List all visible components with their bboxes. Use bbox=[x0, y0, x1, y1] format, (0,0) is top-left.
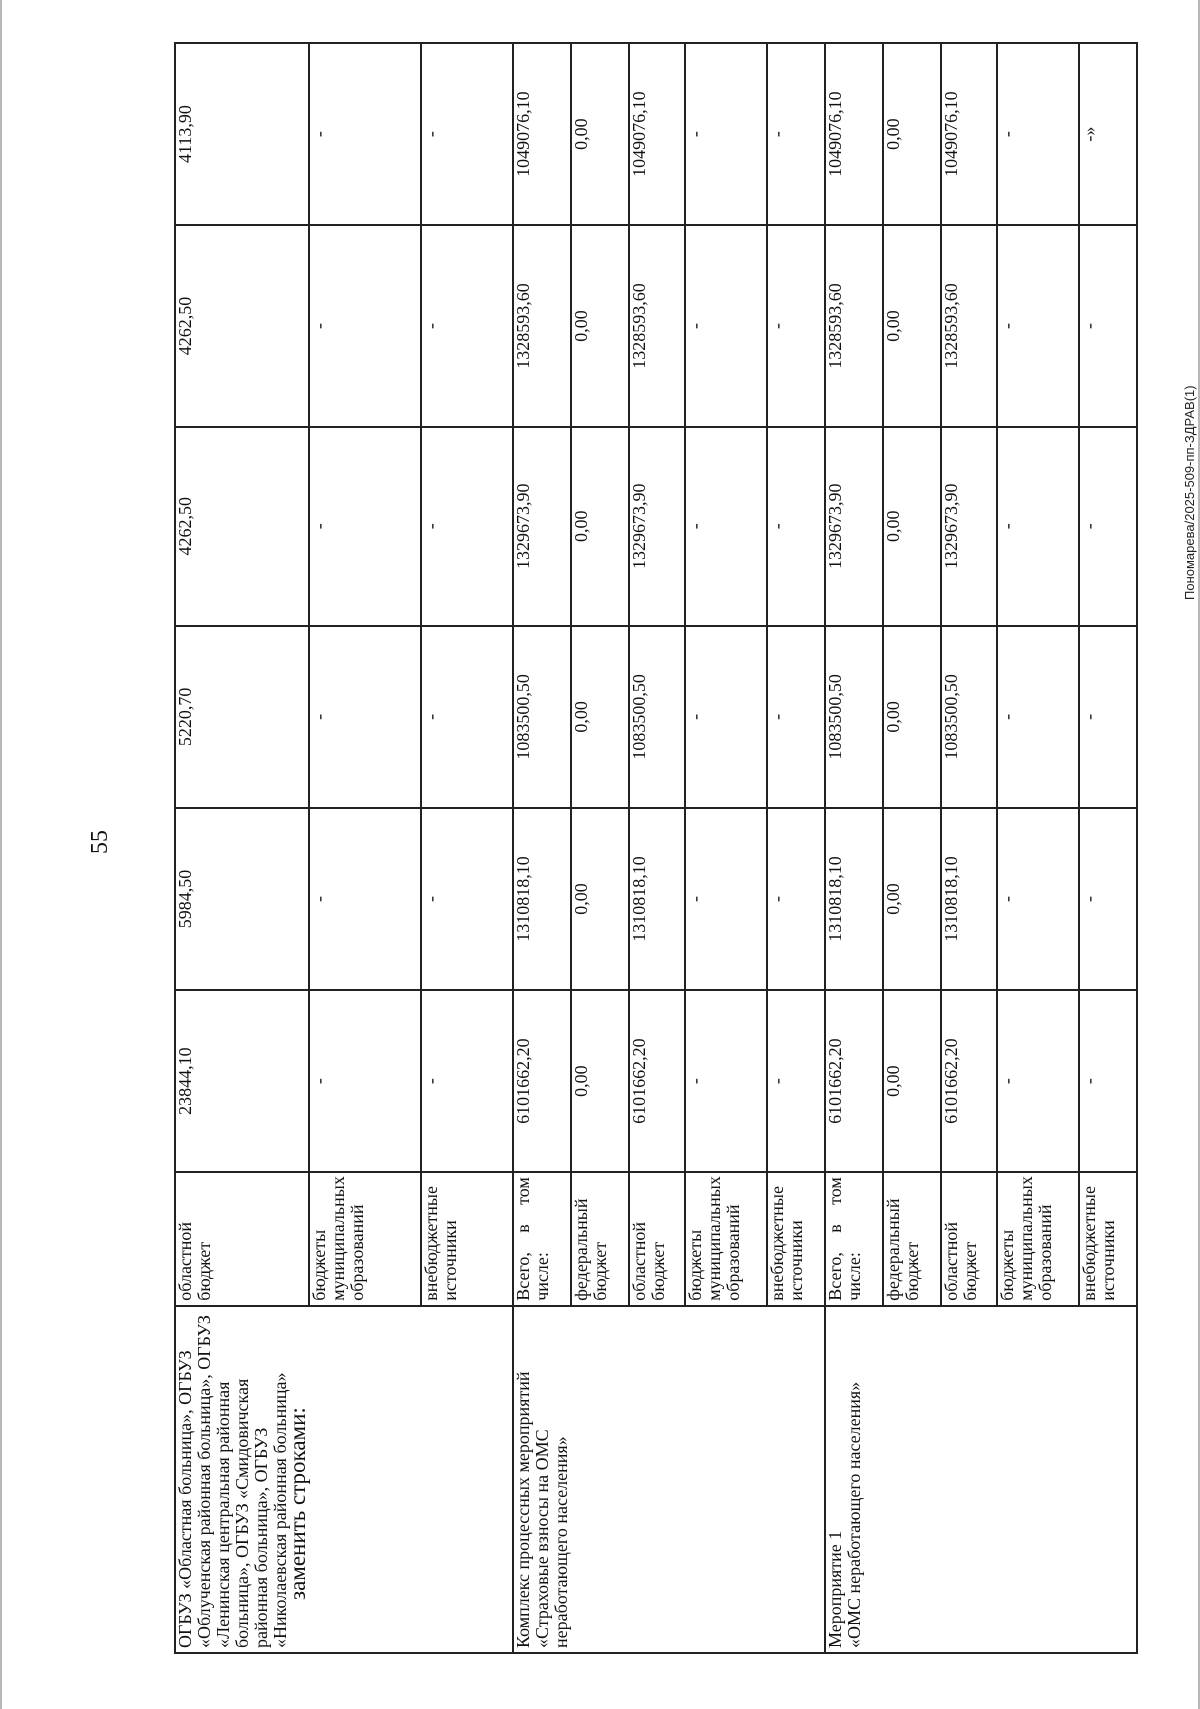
value-cell: 1083500,50 bbox=[825, 626, 883, 808]
value-cell: - bbox=[997, 990, 1079, 1172]
value-cell: - bbox=[767, 225, 825, 427]
value-cell: - bbox=[421, 225, 513, 427]
value-cell: - bbox=[1079, 427, 1137, 626]
value-cell: 4262,50 bbox=[175, 225, 309, 427]
value-cell: 1328593,60 bbox=[941, 225, 997, 427]
value-cell: 1328593,60 bbox=[825, 225, 883, 427]
value-cell: 0,00 bbox=[883, 626, 941, 808]
value-cell: - bbox=[767, 990, 825, 1172]
value-cell: - bbox=[421, 990, 513, 1172]
value-cell: - bbox=[685, 626, 767, 808]
value-cell: - bbox=[685, 808, 767, 990]
source-cell: внебюджетные источники bbox=[767, 1172, 825, 1306]
value-cell: - bbox=[309, 225, 421, 427]
value-cell: - bbox=[767, 43, 825, 225]
value-cell: 6101662,20 bbox=[825, 990, 883, 1172]
complex-label-cell: Комплекс процессных мероприятий «Страховые взносы на ОМС неработающего населения» bbox=[513, 1306, 825, 1653]
value-cell: 0,00 bbox=[571, 427, 629, 626]
source-cell: областной бюджет bbox=[629, 1172, 685, 1306]
value-cell: - bbox=[421, 626, 513, 808]
value-cell: - bbox=[997, 225, 1079, 427]
value-cell: 0,00 bbox=[883, 990, 941, 1172]
budget-table bbox=[174, 42, 1138, 1654]
value-cell: - bbox=[309, 808, 421, 990]
value-cell: 0,00 bbox=[571, 808, 629, 990]
source-cell: федеральный бюджет bbox=[883, 1172, 941, 1306]
source-cell: бюджеты муниципальных образований bbox=[309, 1172, 421, 1306]
value-cell: 4113,90 bbox=[175, 43, 309, 225]
value-cell: 0,00 bbox=[571, 626, 629, 808]
value-cell: 1083500,50 bbox=[629, 626, 685, 808]
value-cell: - bbox=[685, 990, 767, 1172]
table-row bbox=[513, 43, 571, 1653]
value-cell: - bbox=[309, 626, 421, 808]
value-cell: - bbox=[997, 626, 1079, 808]
value-cell: 1049076,10 bbox=[941, 43, 997, 225]
value-cell: - bbox=[685, 427, 767, 626]
value-cell: 1310818,10 bbox=[513, 808, 571, 990]
value-cell: - bbox=[309, 43, 421, 225]
value-cell: - bbox=[1079, 225, 1137, 427]
value-cell: 1310818,10 bbox=[629, 808, 685, 990]
value-cell: 1328593,60 bbox=[513, 225, 571, 427]
value-cell: - bbox=[997, 427, 1079, 626]
value-cell: 1310818,10 bbox=[825, 808, 883, 990]
value-cell: - bbox=[1079, 990, 1137, 1172]
source-cell: внебюджетные источники bbox=[421, 1172, 513, 1306]
source-cell: федеральный бюджет bbox=[571, 1172, 629, 1306]
page-number: 55 bbox=[87, 830, 113, 854]
value-cell: - bbox=[309, 427, 421, 626]
table-row bbox=[825, 43, 883, 1653]
value-cell: 0,00 bbox=[883, 427, 941, 626]
value-cell: - bbox=[309, 990, 421, 1172]
value-cell: - bbox=[997, 43, 1079, 225]
value-cell: 0,00 bbox=[571, 990, 629, 1172]
source-cell: Всего, в том числе: bbox=[825, 1172, 883, 1306]
value-cell: 1329673,90 bbox=[825, 427, 883, 626]
replace-caption: заменить строками: bbox=[285, 1407, 310, 1600]
value-cell: - bbox=[1079, 626, 1137, 808]
value-cell: - bbox=[421, 808, 513, 990]
value-cell: 1049076,10 bbox=[629, 43, 685, 225]
responsible-orgs-cell: ОГБУЗ «Областная больница», ОГБУЗ «Облученская районная больница», ОГБУЗ «Ленинская центральная районная больница», ОГБУЗ «Смидовичская районная больница», ОГБУЗ «Николаевская районная больница» bbox=[175, 1306, 513, 1653]
value-cell: 1329673,90 bbox=[941, 427, 997, 626]
value-cell: 1329673,90 bbox=[629, 427, 685, 626]
value-cell: - bbox=[1079, 808, 1137, 990]
value-cell: 1083500,50 bbox=[513, 626, 571, 808]
value-cell: 6101662,20 bbox=[941, 990, 997, 1172]
rotated-table-container bbox=[174, 42, 1118, 1654]
source-cell: бюджеты муниципальных образований bbox=[997, 1172, 1079, 1306]
value-cell: 23844,10 bbox=[175, 990, 309, 1172]
document-reference: Пономарева/2025-509-пп-ЗДРАВ(1) bbox=[1182, 385, 1197, 600]
value-cell: 0,00 bbox=[571, 225, 629, 427]
value-cell: 1083500,50 bbox=[941, 626, 997, 808]
source-cell: внебюджетные источники bbox=[1079, 1172, 1137, 1306]
value-cell: 4262,50 bbox=[175, 427, 309, 626]
value-cell: 0,00 bbox=[883, 808, 941, 990]
value-cell: - bbox=[767, 427, 825, 626]
value-cell: - bbox=[421, 43, 513, 225]
source-cell: областной бюджет bbox=[941, 1172, 997, 1306]
value-cell: 1049076,10 bbox=[513, 43, 571, 225]
measure-label-cell: Мероприятие 1 «ОМС неработающего населения» bbox=[825, 1306, 1137, 1653]
value-cell: - bbox=[767, 808, 825, 990]
value-cell: 5984,50 bbox=[175, 808, 309, 990]
source-cell: областной бюджет bbox=[175, 1172, 309, 1306]
value-cell: 1310818,10 bbox=[941, 808, 997, 990]
value-cell: - bbox=[997, 808, 1079, 990]
value-cell: 0,00 bbox=[571, 43, 629, 225]
value-cell: 6101662,20 bbox=[629, 990, 685, 1172]
source-cell: Всего, в том числе: bbox=[513, 1172, 571, 1306]
value-cell: -» bbox=[1079, 43, 1137, 225]
value-cell: 1329673,90 bbox=[513, 427, 571, 626]
value-cell: 6101662,20 bbox=[513, 990, 571, 1172]
value-cell: - bbox=[421, 427, 513, 626]
value-cell: 0,00 bbox=[883, 43, 941, 225]
value-cell: 5220,70 bbox=[175, 626, 309, 808]
source-cell: бюджеты муниципальных образований bbox=[685, 1172, 767, 1306]
value-cell: 0,00 bbox=[883, 225, 941, 427]
value-cell: 1049076,10 bbox=[825, 43, 883, 225]
value-cell: - bbox=[767, 626, 825, 808]
value-cell: 1328593,60 bbox=[629, 225, 685, 427]
table-row bbox=[175, 43, 309, 1653]
value-cell: - bbox=[685, 43, 767, 225]
value-cell: - bbox=[685, 225, 767, 427]
